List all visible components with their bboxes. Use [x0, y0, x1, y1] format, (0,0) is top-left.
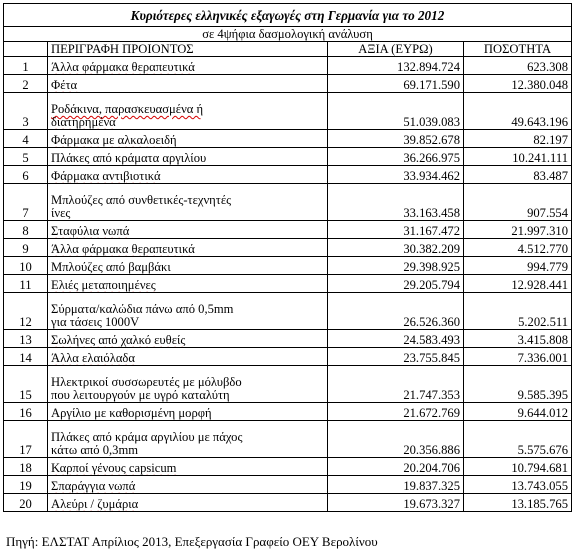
- row-description-line1: Φάρμακα με αλκαλοειδή: [51, 133, 177, 147]
- row-quantity: 10.241.111: [464, 148, 572, 166]
- row-number: 20: [4, 494, 48, 512]
- title-row: [4, 4, 572, 27]
- subtitle-row: [4, 27, 572, 42]
- table-row: [4, 166, 572, 184]
- row-description-line1: Φέτα: [51, 78, 78, 92]
- row-number: 14: [4, 348, 48, 366]
- row-description: [48, 293, 328, 330]
- row-quantity: 623.308: [464, 57, 572, 75]
- row-description-line1: Άλλα ελαιόλαδα: [51, 351, 135, 365]
- row-description: [48, 166, 328, 184]
- row-quantity: 12.928.441: [464, 275, 572, 293]
- row-description-line1: Ελιές μεταποιημένες: [51, 278, 156, 292]
- row-value: 19.673.327: [328, 494, 464, 512]
- row-description: [48, 458, 328, 476]
- row-quantity: 9.644.012: [464, 403, 572, 421]
- row-number: 2: [4, 75, 48, 93]
- table-title: Κυριότερες ελληνικές εξαγωγές στη Γερμανία για το 2012: [4, 4, 572, 27]
- table-row: [4, 366, 572, 403]
- row-quantity: 9.585.395: [464, 366, 572, 403]
- row-quantity: 3.415.808: [464, 330, 572, 348]
- row-description-line1: Πλάκες από κράματα αργιλίου: [51, 151, 207, 165]
- row-description-line1: Καρποί γένους capsicum: [51, 461, 177, 475]
- row-number: 4: [4, 130, 48, 148]
- row-number: 15: [4, 366, 48, 403]
- row-value: 132.894.724: [328, 57, 464, 75]
- row-quantity: 21.997.310: [464, 221, 572, 239]
- table-row: [4, 184, 572, 221]
- row-description-line2: που λειτουργούν με υγρό καταλύτη: [51, 388, 230, 402]
- table-row: [4, 257, 572, 275]
- row-description-line1: Ροδάκινα, παρασκευασμένα ή: [51, 102, 204, 116]
- row-number: 17: [4, 421, 48, 458]
- row-description: [48, 366, 328, 403]
- row-value: 21.672.769: [328, 403, 464, 421]
- header-row: [4, 42, 572, 57]
- row-value: 39.852.678: [328, 130, 464, 148]
- table-row: [4, 476, 572, 494]
- row-number: 10: [4, 257, 48, 275]
- row-description: [48, 221, 328, 239]
- row-number: 6: [4, 166, 48, 184]
- table-row: [4, 403, 572, 421]
- row-number: 18: [4, 458, 48, 476]
- row-description-line2: κάτω από 0,3mm: [51, 443, 139, 457]
- row-value: 31.167.472: [328, 221, 464, 239]
- row-quantity: 4.512.770: [464, 239, 572, 257]
- table-row: [4, 93, 572, 130]
- row-description: [48, 476, 328, 494]
- row-quantity: 7.336.001: [464, 348, 572, 366]
- row-description-line1: Άλλα φάρμακα θεραπευτικά: [51, 60, 195, 74]
- table-subtitle: σε 4ψήφια δασμολογική ανάλυση: [4, 27, 572, 42]
- row-quantity: 82.197: [464, 130, 572, 148]
- header-quantity: ΠΟΣΟΤΗΤΑ: [464, 42, 572, 57]
- row-description: [48, 57, 328, 75]
- row-value: 20.204.706: [328, 458, 464, 476]
- row-description: [48, 494, 328, 512]
- table-row: [4, 221, 572, 239]
- row-number: 8: [4, 221, 48, 239]
- row-value: 26.526.360: [328, 293, 464, 330]
- table-row: [4, 148, 572, 166]
- row-quantity: 907.554: [464, 184, 572, 221]
- row-description-line1: Μπλούζες από βαμβάκι: [51, 260, 171, 274]
- table-row: [4, 130, 572, 148]
- row-value: 21.747.353: [328, 366, 464, 403]
- table-row: [4, 330, 572, 348]
- table-row: [4, 421, 572, 458]
- table-row: [4, 348, 572, 366]
- row-description-line1: Μπλούζες από συνθετικές-τεχνητές: [51, 193, 232, 207]
- row-description: [48, 275, 328, 293]
- row-description-line2: για τάσεις 1000V: [51, 315, 140, 329]
- source-note: Πηγή: ΕΛΣΤΑΤ Απρίλιος 2013, Επεξεργασία Γραφείο ΟΕΥ Βερολίνου: [6, 534, 378, 549]
- row-description-line1: Ηλεκτρικοί συσσωρευτές με μόλυβδο: [51, 375, 242, 389]
- row-description-line1: Αργίλιο με καθορισμένη μορφή: [51, 406, 212, 420]
- row-value: 19.837.325: [328, 476, 464, 494]
- row-description: [48, 421, 328, 458]
- row-value: 36.266.975: [328, 148, 464, 166]
- row-value: 29.205.794: [328, 275, 464, 293]
- row-number: 13: [4, 330, 48, 348]
- row-description: [48, 348, 328, 366]
- row-quantity: 13.185.765: [464, 494, 572, 512]
- row-description: [48, 330, 328, 348]
- row-number: 3: [4, 93, 48, 130]
- row-description: [48, 93, 328, 130]
- row-description: [48, 257, 328, 275]
- table-row: [4, 275, 572, 293]
- row-description-line2: διατηρημένα: [51, 115, 116, 129]
- header-number: [4, 42, 48, 57]
- row-description-line1: Σπαράγγια νωπά: [51, 479, 136, 493]
- row-value: 33.934.462: [328, 166, 464, 184]
- exports-table: [3, 3, 572, 512]
- row-description-line1: Αλεύρι / ζυμάρια: [51, 497, 139, 511]
- row-description: [48, 239, 328, 257]
- row-description-line2: ίνες: [51, 206, 71, 220]
- row-number: 16: [4, 403, 48, 421]
- row-quantity: 12.380.048: [464, 75, 572, 93]
- row-number: 19: [4, 476, 48, 494]
- row-value: 33.163.458: [328, 184, 464, 221]
- row-description-line1: Άλλα φάρμακα θεραπευτικά: [51, 242, 195, 256]
- row-quantity: 5.575.676: [464, 421, 572, 458]
- row-number: 1: [4, 57, 48, 75]
- row-number: 9: [4, 239, 48, 257]
- table-row: [4, 494, 572, 512]
- row-value: 29.398.925: [328, 257, 464, 275]
- row-quantity: 83.487: [464, 166, 572, 184]
- header-description: ΠΕΡΙΓΡΑΦΗ ΠΡΟΙΟΝΤΟΣ: [48, 42, 328, 57]
- row-quantity: 13.743.055: [464, 476, 572, 494]
- row-quantity: 49.643.196: [464, 93, 572, 130]
- row-value: 51.039.083: [328, 93, 464, 130]
- row-value: 23.755.845: [328, 348, 464, 366]
- row-quantity: 10.794.681: [464, 458, 572, 476]
- row-description-line1: Πλάκες από κράμα αργιλίου με πάχος: [51, 430, 243, 444]
- row-description: [48, 148, 328, 166]
- table-row: [4, 293, 572, 330]
- row-description-line1: Φάρμακα αντιβιοτικά: [51, 169, 161, 183]
- row-number: 7: [4, 184, 48, 221]
- table-row: [4, 458, 572, 476]
- row-description: [48, 184, 328, 221]
- row-value: 30.382.209: [328, 239, 464, 257]
- row-description: [48, 75, 328, 93]
- row-value: 20.356.886: [328, 421, 464, 458]
- row-number: 5: [4, 148, 48, 166]
- row-description: [48, 403, 328, 421]
- row-value: 69.171.590: [328, 75, 464, 93]
- table-row: [4, 57, 572, 75]
- row-quantity: 994.779: [464, 257, 572, 275]
- row-value: 24.583.493: [328, 330, 464, 348]
- table-row: [4, 239, 572, 257]
- row-quantity: 5.202.511: [464, 293, 572, 330]
- row-number: 12: [4, 293, 48, 330]
- row-number: 11: [4, 275, 48, 293]
- row-description-line1: Σταφύλια νωπά: [51, 224, 130, 238]
- table-row: [4, 75, 572, 93]
- row-description: [48, 130, 328, 148]
- header-value: ΑΞΙΑ (ΕΥΡΩ): [328, 42, 464, 57]
- row-description-line1: Σύρματα/καλώδια πάνω από 0,5mm: [51, 302, 234, 316]
- row-description-line1: Σωλήνες από χαλκό ευθείς: [51, 333, 186, 347]
